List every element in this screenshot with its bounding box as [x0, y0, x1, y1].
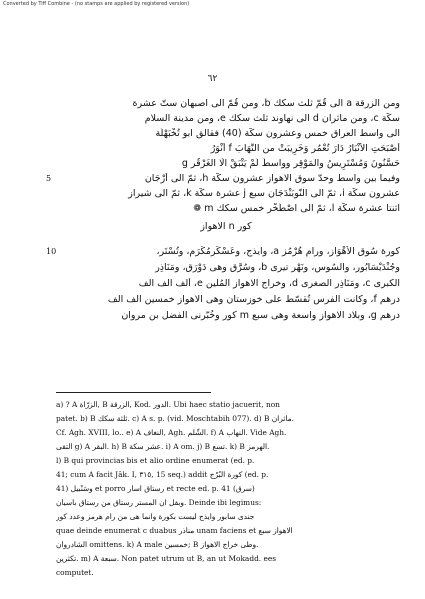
footnote-divider: [56, 392, 211, 393]
body-line: وجُنْدَيْسَابُور، والسُوس، ونَهْر تيرى b، وسُرَّق وهى دَوْرَق، ومَنَاذِر: [155, 262, 400, 273]
body-line: اثنتا عشرة سكّة l، ثمّ الى اصْطَخْر خمس سكك m ❁: [193, 203, 400, 214]
footnote-line: الشادروان omittens. k) A male خمسين; B وطى خراج الاهواز.: [56, 540, 259, 549]
footnote-line: جندى سابور وايذج ليست بكورة وانما هى من رام هرمز وعدد كور: [56, 512, 255, 521]
body-line: درهم g، وبلاد الاهواز واسعة وهى سبع m كور وخُبّرنى الفضل بن مروان: [121, 310, 400, 321]
footnote-line: 41) وسَنْبيل et porro رستاق اسار et recte ed. p. 41 (سرق): [56, 484, 255, 493]
line-number: 5: [46, 174, 52, 183]
footnote-line: وبقل ان المستر رستاق من رستاق باسيان. Deinde ibi legimus:: [56, 498, 262, 507]
body-line: الى واسط العراق خمس وعشرون سكّة (40) فقالق ابو تُخْبَهْلَة: [155, 128, 400, 139]
body-line: كورة سُوق الأَهْوَاز، ورام هُرْمُز a، وايذج، وعَسْكَرمُكْرَم، وتُسْتَر،: [156, 246, 400, 257]
footnote-line: quae deinde enumerat c duabus مناذر unam faciens et الاهواز سبع: [56, 526, 293, 535]
footnote-line: computet.: [56, 568, 94, 577]
line-number: 10: [46, 247, 57, 256]
body-line: عشرون سكّة i، ثمّ الى النّوبَنْدَجَان سبع j عشرة سكّة k، ثمّ الى شيراز: [128, 188, 400, 199]
body-line: درهم f، وكانت الفرس تُقسّط على خوزستان وهى الاهواز خمسين الف الف: [107, 294, 400, 305]
footnote-line: 41; cum A facit Jâk. I, ٣١٥, 15 seq.) addit كورة البُرْج (ed. p.: [56, 470, 269, 479]
footnote-line: تكثرين. m) A سبعة. Non patet utrum ut B, an ut Mokadd. ees: [56, 554, 277, 563]
footnote-line: Cf. Agh. XVIII, lo.. e) A النغاف, Agh. الشّلم. f) A النهاب. Vide Agh.: [56, 428, 287, 437]
footnote-line: l) B qui provincias bis et alio ordine enumerat (ed. p.: [56, 456, 255, 465]
footnote-line: a) ? A الزرّاة, B الزرقة, Kod. الدور. Ubi haec statio jacuerit, non: [56, 400, 280, 409]
page-number: ٦٢: [207, 74, 218, 84]
body-line: الكبرى c، ومَنَاذِر الصغرى d، وخراج الاهواز المُلْين e، ألف الف الف: [138, 278, 400, 289]
body-line: ومن الزرقة a الى قُمّ ثلث سكك b، ومن قُمّ الى اصبهان ستّ عشرة: [132, 98, 400, 109]
body-line: وفيما بين واسط وحدّ سوق الاهواز عشرون سكّة h، ثمّ الى أَرْجَان: [144, 173, 400, 184]
footnote-line: التقى g) A البقر. h) B عشر سكة. i) A om. j) B تسع. k) B الهرمز.: [56, 442, 270, 451]
section-heading: كور n الاهواز: [200, 221, 252, 232]
body-line: أَصْبَحَتِ الأَنْبَارُ دَارَ تُعْمُر وَخَرِيبَتْ من النَّهَابَ f أَنْوَرُ: [210, 143, 400, 154]
footnote-line: patet. b) B ثلثة سكك. c) A s. p. (vid. Moschtabih 077). d) B ماثران.: [56, 414, 294, 423]
body-line: سكّة c، ومن ماثران d الى نهاوند ثلث سكك e، ومن مدينة السلام: [144, 113, 400, 124]
converter-banner: Converted by Tiff Combine - (no stamps are applied by registered version): [3, 1, 190, 7]
body-line: حَسَّنُونَ وَمُسْتَرِيسُ والمَوْقِر وواسطٌ لَمْ يَتْبَقْ الّا الغَرْقُر g: [181, 158, 400, 169]
